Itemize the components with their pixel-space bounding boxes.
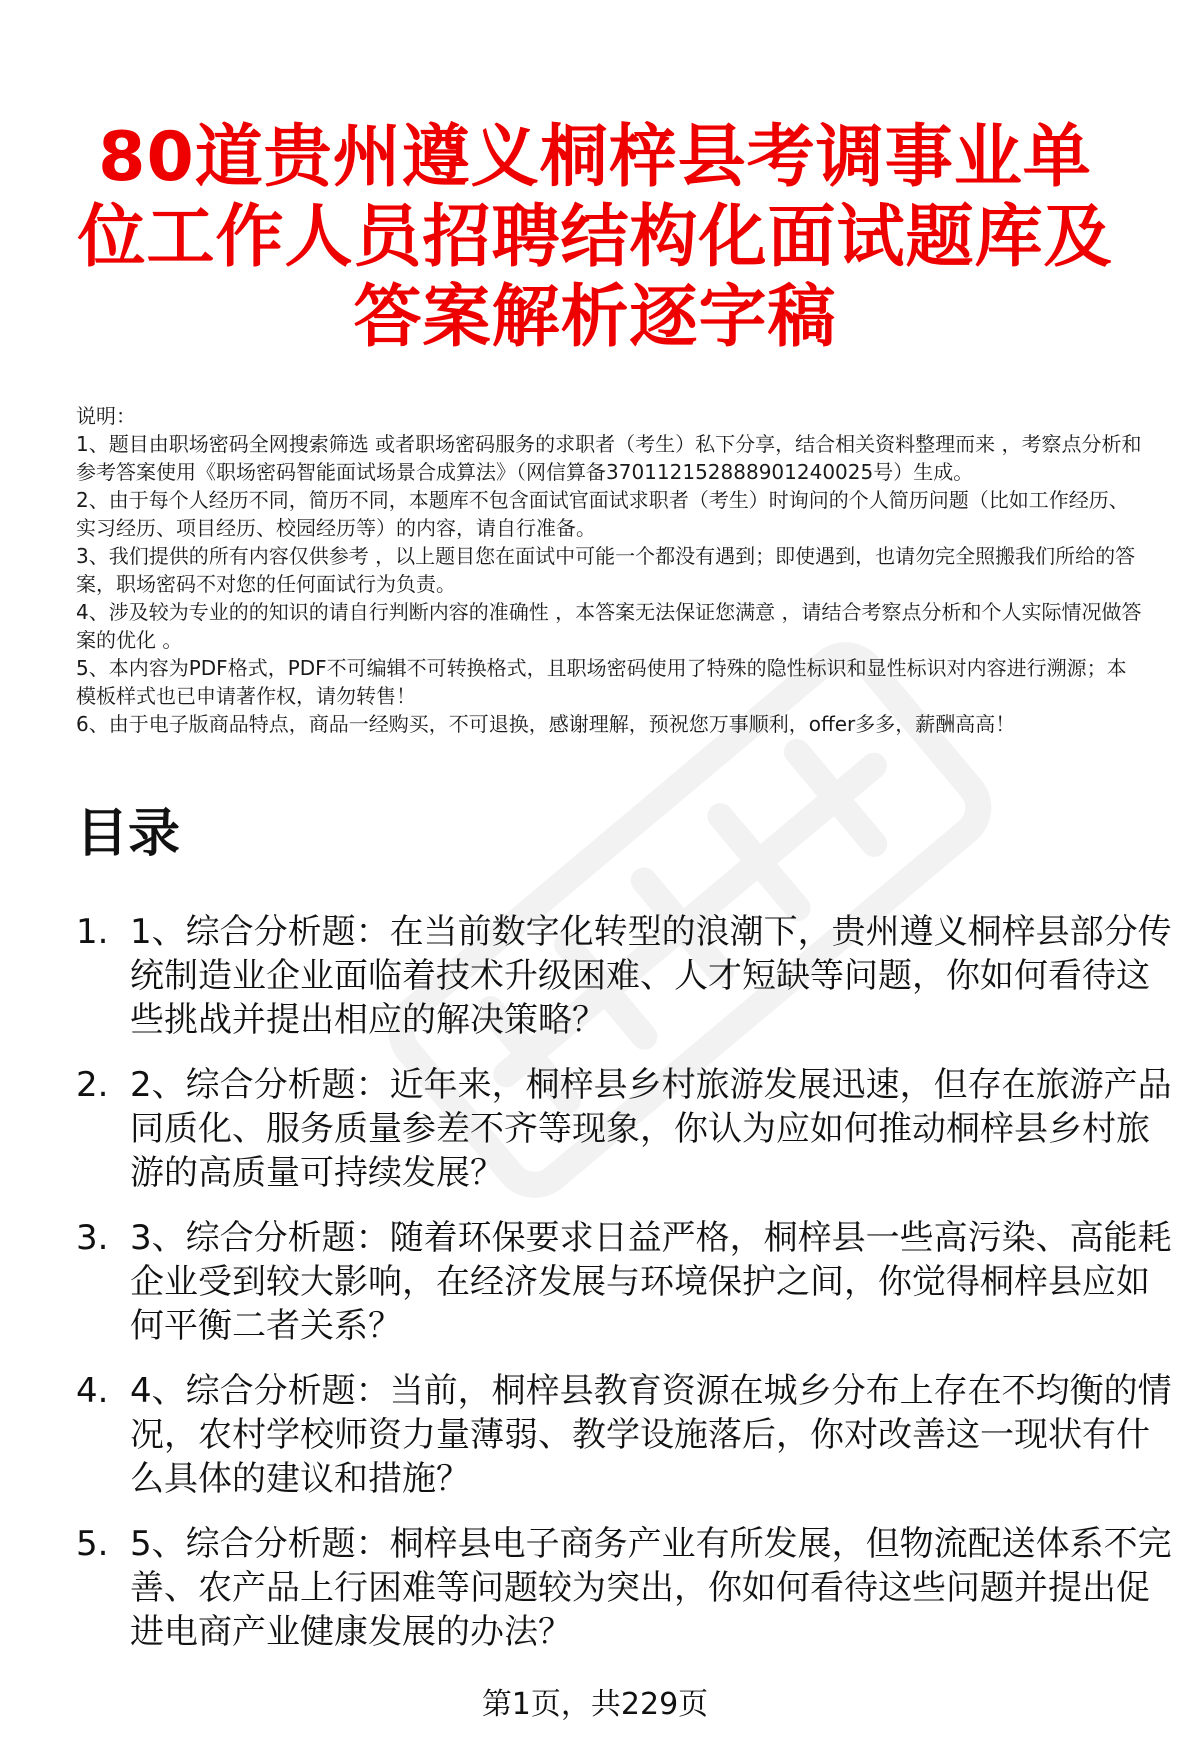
toc-list xyxy=(76,910,1176,1675)
toc-item-text: 2、综合分析题：近年来，桐梓县乡村旅游发展迅速，但存在旅游产品同质化、服务质量参差不齐等现象，你认为应如何推动桐梓县乡村旅游的高质量可持续发展？ xyxy=(130,1065,1172,1193)
toc-heading: 目录 xyxy=(76,804,181,864)
document-title: 80道贵州遵义桐梓县考调事业单位工作人员招聘结构化面试题库及答案解析逐字稿 xyxy=(77,118,1113,357)
notes-item: 6、由于电子版商品特点，商品一经购买，不可退换，感谢理解，预祝您万事顺利，offer多多，薪酬高高！ xyxy=(76,712,1016,736)
notes-heading: 说明： xyxy=(76,404,136,428)
toc-item-number: 3. xyxy=(76,1218,109,1258)
toc-item[interactable] xyxy=(76,1063,1176,1195)
page-footer: 第1页，共229页 xyxy=(481,1687,709,1722)
notes-item: 1、题目由职场密码全网搜索筛选 或者职场密码服务的求职者（考生）私下分享，结合相关资料整理而来 ，考察点分析和参考答案使用《职场密码智能面试场景合成算法》（网信算备370112152888901240025号）生成。 xyxy=(76,432,1142,484)
toc-item-number: 2. xyxy=(76,1065,109,1105)
notes-item: 2、由于每个人经历不同，简历不同，本题库不包含面试官面试求职者（考生）时询问的个人简历问题（比如工作经历、实习经历、项目经历、校园经历等）的内容，请自行准备。 xyxy=(76,488,1129,540)
toc-item-number: 1. xyxy=(76,912,109,952)
toc-item-text: 4、综合分析题：当前，桐梓县教育资源在城乡分布上存在不均衡的情况，农村学校师资力量薄弱、教学设施落后，你对改善这一现状有什么具体的建议和措施？ xyxy=(130,1371,1172,1499)
toc-item-text: 1、综合分析题：在当前数字化转型的浪潮下，贵州遵义桐梓县部分传统制造业企业面临着技术升级困难、人才短缺等问题，你如何看待这些挑战并提出相应的解决策略？ xyxy=(130,912,1172,1040)
toc-item[interactable] xyxy=(76,910,1176,1042)
toc-item-number: 5. xyxy=(76,1524,109,1564)
toc-item[interactable] xyxy=(76,1216,1176,1348)
toc-item-text: 5、综合分析题：桐梓县电子商务产业有所发展，但物流配送体系不完善、农产品上行困难等问题较为突出，你如何看待这些问题并提出促进电商产业健康发展的办法？ xyxy=(130,1524,1172,1652)
toc-item-number: 4. xyxy=(76,1371,109,1411)
toc-item[interactable] xyxy=(76,1369,1176,1501)
notes-section xyxy=(76,402,1146,738)
notes-item: 4、涉及较为专业的的知识的请自行判断内容的准确性 ，本答案无法保证您满意 ，请结合考察点分析和个人实际情况做答案的优化 。 xyxy=(76,600,1142,652)
toc-item[interactable] xyxy=(76,1522,1176,1654)
toc-item-text: 3、综合分析题：随着环保要求日益严格，桐梓县一些高污染、高能耗企业受到较大影响，在经济发展与环境保护之间，你觉得桐梓县应如何平衡二者关系？ xyxy=(130,1218,1172,1346)
notes-item: 3、我们提供的所有内容仅供参考 ，以上题目您在面试中可能一个都没有遇到；即使遇到，也请勿完全照搬我们所给的答案，职场密码不对您的任何面试行为负责。 xyxy=(76,544,1136,596)
notes-item: 5、本内容为PDF格式，PDF不可编辑不可转换格式，且职场密码使用了特殊的隐性标识和显性标识对内容进行溯源；本模板样式也已申请著作权，请勿转售！ xyxy=(76,656,1127,708)
